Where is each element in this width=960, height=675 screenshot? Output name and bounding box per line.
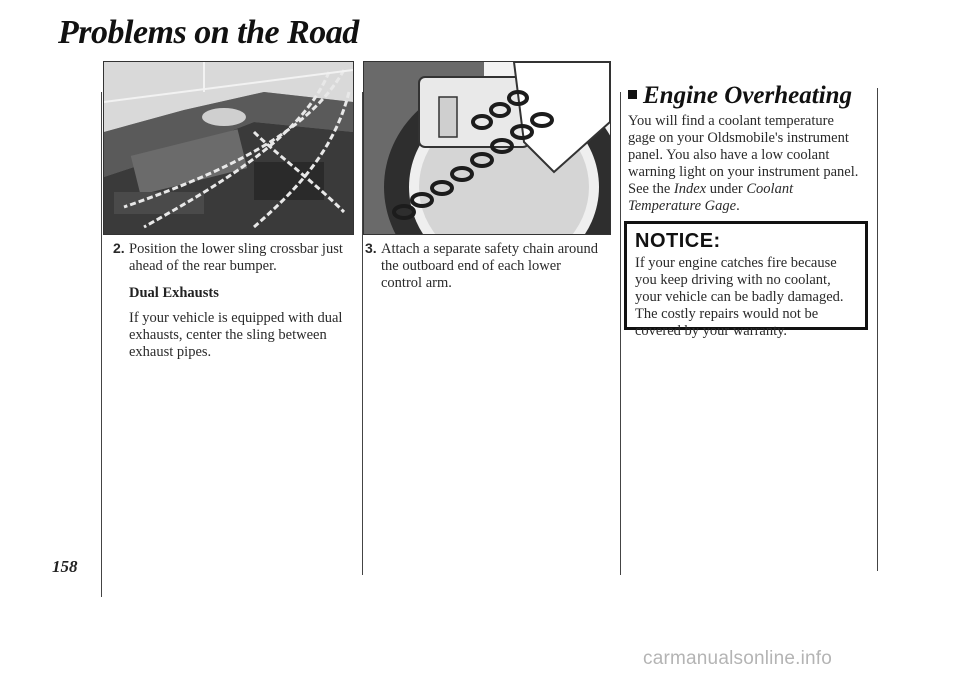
step-2-text-line1: Position the lower sling crossbar just [129, 241, 343, 257]
step-3-text-line1: Attach a separate safety chain around [381, 241, 598, 257]
dual-exhausts-line1: If your vehicle is equipped with dual [129, 310, 343, 326]
notice-line1: If your engine catches fire because [635, 255, 837, 271]
coolant-paragraph [628, 113, 873, 215]
coolant-reference: Coolant [746, 181, 794, 197]
period-text: . [736, 198, 740, 214]
column-rule-right [620, 92, 621, 575]
temperature-gage-reference: Temperature Gage [628, 198, 737, 214]
notice-line4: The costly repairs would not be [635, 306, 819, 322]
page-number: 158 [52, 557, 78, 576]
step-3-line1 [365, 240, 615, 258]
column-rule-far-right [877, 88, 878, 571]
step-3 [365, 240, 615, 292]
column-rule-left [101, 92, 102, 597]
square-bullet-icon [628, 90, 637, 99]
step-2 [113, 240, 353, 275]
step-2-text-line2: ahead of the rear bumper. [129, 258, 277, 274]
wheel-safety-chain-illustration [364, 62, 610, 234]
step-3-number: 3. [365, 240, 377, 256]
notice-box [624, 221, 868, 339]
engine-overheating-title: Engine Overheating [643, 82, 853, 109]
notice-line3: your vehicle can be badly damaged. [635, 289, 844, 305]
see-the-text: See the [628, 181, 674, 197]
notice-line5: covered by your warranty. [635, 323, 788, 339]
dual-exhausts-line3: exhaust pipes. [129, 344, 212, 360]
dual-exhausts-subheading: Dual Exhausts [129, 285, 219, 301]
dual-exhausts-line2: exhausts, center the sling between [129, 327, 327, 343]
coolant-line3: panel. You also have a low coolant [628, 147, 830, 163]
coolant-line6 [628, 198, 873, 215]
page-title: Problems on the Road [58, 14, 359, 51]
coolant-line1: You will find a coolant temperature [628, 113, 834, 129]
step-3-text-line2: the outboard end of each lower [381, 258, 561, 274]
coolant-line4: warning light on your instrument panel. [628, 164, 859, 180]
step-2-line1 [113, 240, 353, 258]
under-text: under [706, 181, 747, 197]
notice-line2: you keep driving with no coolant, [635, 272, 831, 288]
engine-overheating-heading [628, 82, 852, 110]
step-2-number: 2. [113, 240, 125, 256]
watermark: carmanualsonline.info [643, 648, 833, 669]
index-reference: Index [673, 181, 707, 197]
sling-figure [103, 61, 354, 235]
coolant-line2: gage on your Oldsmobile's instrument [628, 130, 849, 146]
step-3-text-line3: control arm. [381, 275, 452, 291]
notice-text [635, 255, 857, 340]
notice-title: NOTICE: [635, 230, 721, 252]
vehicle-underside-sling-chains-illustration [104, 62, 353, 234]
dual-exhausts-paragraph [129, 310, 359, 361]
wheel-figure [363, 61, 611, 235]
coolant-line5 [628, 181, 873, 198]
